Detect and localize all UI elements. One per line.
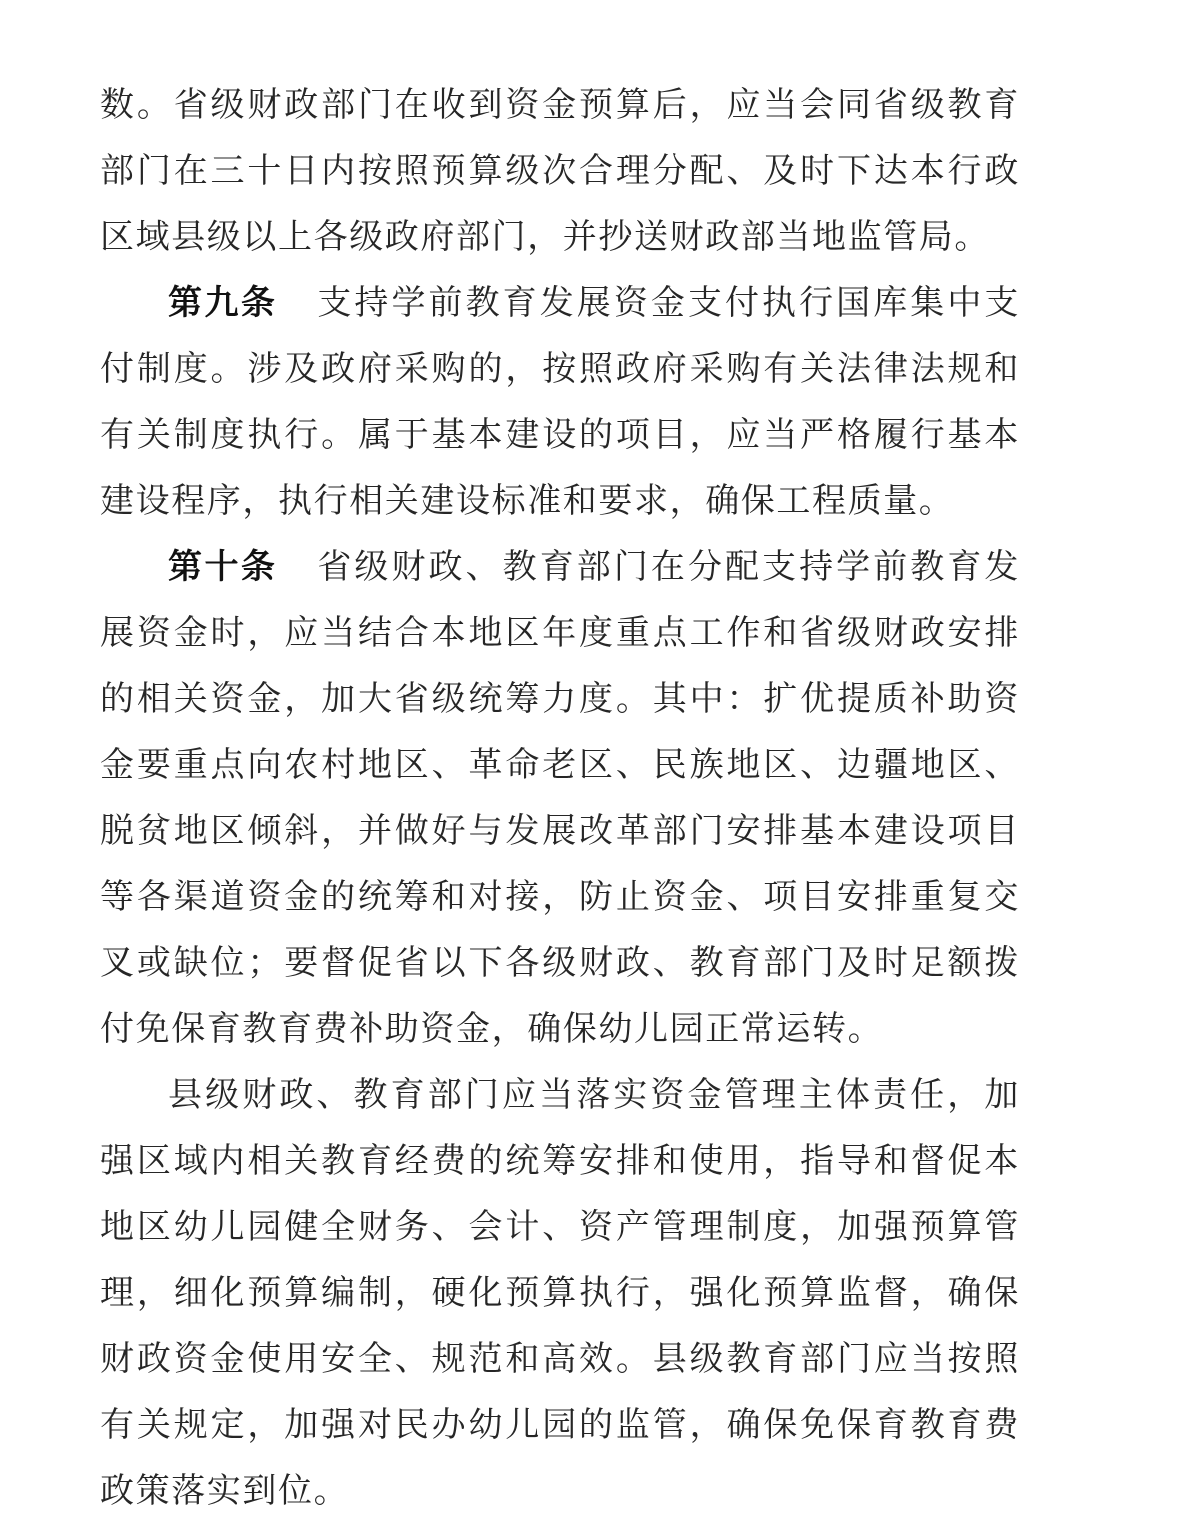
article-9-body: 支持学前教育发展资金支付执行国库集中支付制度。涉及政府采购的，按照政府采购有关法律法规和有关制度执行。属于基本建设的项目，应当严格履行基本建设程序，执行相关建设标准和要求，确保工程质量。 [100,283,1020,521]
article-10-heading: 第十条 [168,547,278,587]
article-9 [100,270,1020,534]
paragraph-county-responsibility: 县级财政、教育部门应当落实资金管理主体责任，加强区域内相关教育经费的统筹安排和使用，指导和督促本地区幼儿园健全财务、会计、资产管理制度，加强预算管理，细化预算编制，硬化预算执行，强化预算监督，确保财政资金使用安全、规范和高效。县级教育部门应当按照有关规定，加强对民办幼儿园的监管，确保免保育教育费政策落实到位。 [100,1075,1020,1511]
document-page [100,72,1020,1524]
article-10-body: 省级财政、教育部门在分配支持学前教育发展资金时，应当结合本地区年度重点工作和省级财政安排的相关资金，加大省级统筹力度。其中：扩优提质补助资金要重点向农村地区、革命老区、民族地区、边疆地区、脱贫地区倾斜，并做好与发展改革部门安排基本建设项目等各渠道资金的统筹和对接，防止资金、项目安排重复交叉或缺位；要督促省以下各级财政、教育部门及时足额拨付免保育教育费补助资金，确保幼儿园正常运转。 [100,547,1020,1049]
article-10 [100,534,1020,1062]
paragraph-continuation: 数。省级财政部门在收到资金预算后，应当会同省级教育部门在三十日内按照预算级次合理分配、及时下达本行政区域县级以上各级政府部门，并抄送财政部当地监管局。 [100,85,1020,257]
article-9-heading: 第九条 [168,283,278,323]
